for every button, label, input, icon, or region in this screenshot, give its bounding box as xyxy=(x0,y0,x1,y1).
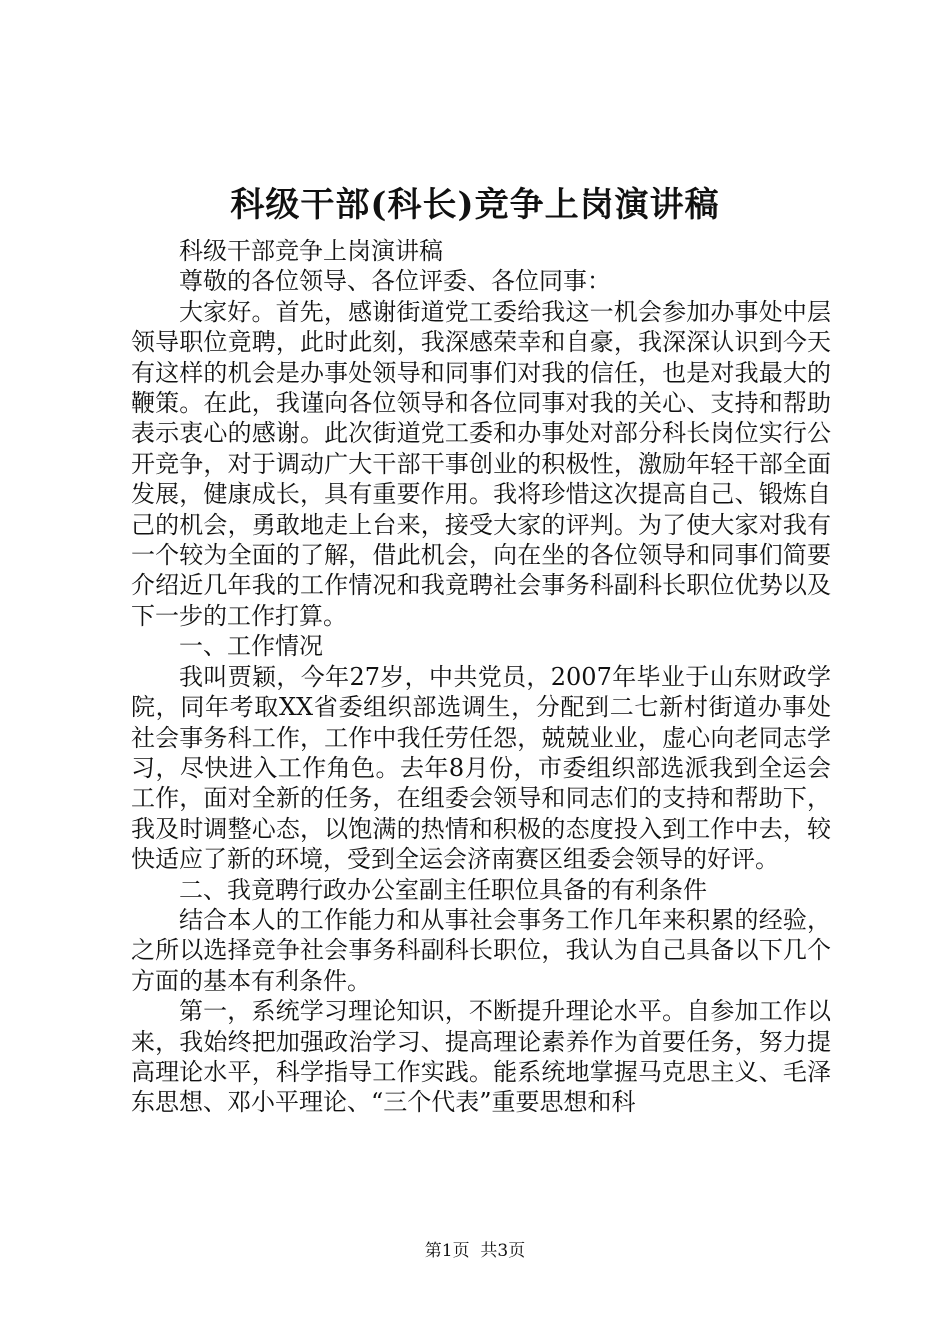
paragraph-salutation: 尊敬的各位领导、各位评委、各位同事： xyxy=(179,267,611,296)
paragraph-conditions: 结合本人的工作能力和从事社会事务工作几年来积累的经验，之所以选择竞争社会事务科副科长职位，我认为自己具备以下几个方面的基本有利条件。 xyxy=(131,905,831,995)
section-heading-conditions: 二、我竟聘行政办公室副主任职位具备的有利条件 xyxy=(179,875,707,904)
document-body xyxy=(131,236,831,1118)
paragraph-intro: 大家好。首先，感谢街道党工委给我这一机会参加办事处中层领导职位竟聘，此时此刻，我深感荣幸和自豪，我深深认识到今天有这样的机会是办事处领导和同事们对我的信任，也是对我最大的鞭策。在此，我谨向各位领导和各位同事对我的关心、支持和帮助表示衷心的感谢。此次街道党工委和办事处对部分科长岗位实行公开竞争，对于调动广大干部干事创业的积极性，激励年轻干部全面发展，健康成长，具有重要作用。我将珍惜这次提高自己、锻炼自己的机会，勇敢地走上台来，接受大家的评判。为了使大家对我有一个较为全面的了解，借此机会，向在坐的各位领导和同事们简要介绍近几年我的工作情况和我竟聘社会事务科副科长职位优势以及下一步的工作打算。 xyxy=(131,297,831,630)
paragraph-subtitle: 科级干部竞争上岗演讲稿 xyxy=(179,237,443,265)
page-number: 第1页 xyxy=(424,1241,470,1261)
paragraph-first-point: 第一，系统学习理论知识，不断提升理论水平。自参加工作以来，我始终把加强政治学习、提高理论素养作为首要任务，努力提高理论水平，科学指导工作实践。能系统地掌握马克思主义、毛泽东思想、邓小平理论、“三个代表”重要思想和科 xyxy=(131,997,831,1117)
section-heading-work: 一、工作情况 xyxy=(179,632,323,661)
page-total: 共3页 xyxy=(480,1241,526,1261)
paragraph-work: 我叫贾颖，今年27岁，中共党员，2007年毕业于山东财政学院，同年考取XX省委组织部选调生，分配到二七新村街道办事处社会事务科工作，工作中我任劳任怨，兢兢业业，虚心向老同志学习，尽快进入工作角色。去年8月份，市委组织部选派我到全运会工作，面对全新的任务，在组委会领导和同志们的支持和帮助下，我及时调整心态，以饱满的热情和积极的态度投入到工作中去，较快适应了新的环境，受到全运会济南赛区组委会领导的好评。 xyxy=(131,662,831,874)
document-title: 科级干部(科长)竞争上岗演讲稿 xyxy=(230,185,720,225)
page-footer xyxy=(0,1240,950,1262)
